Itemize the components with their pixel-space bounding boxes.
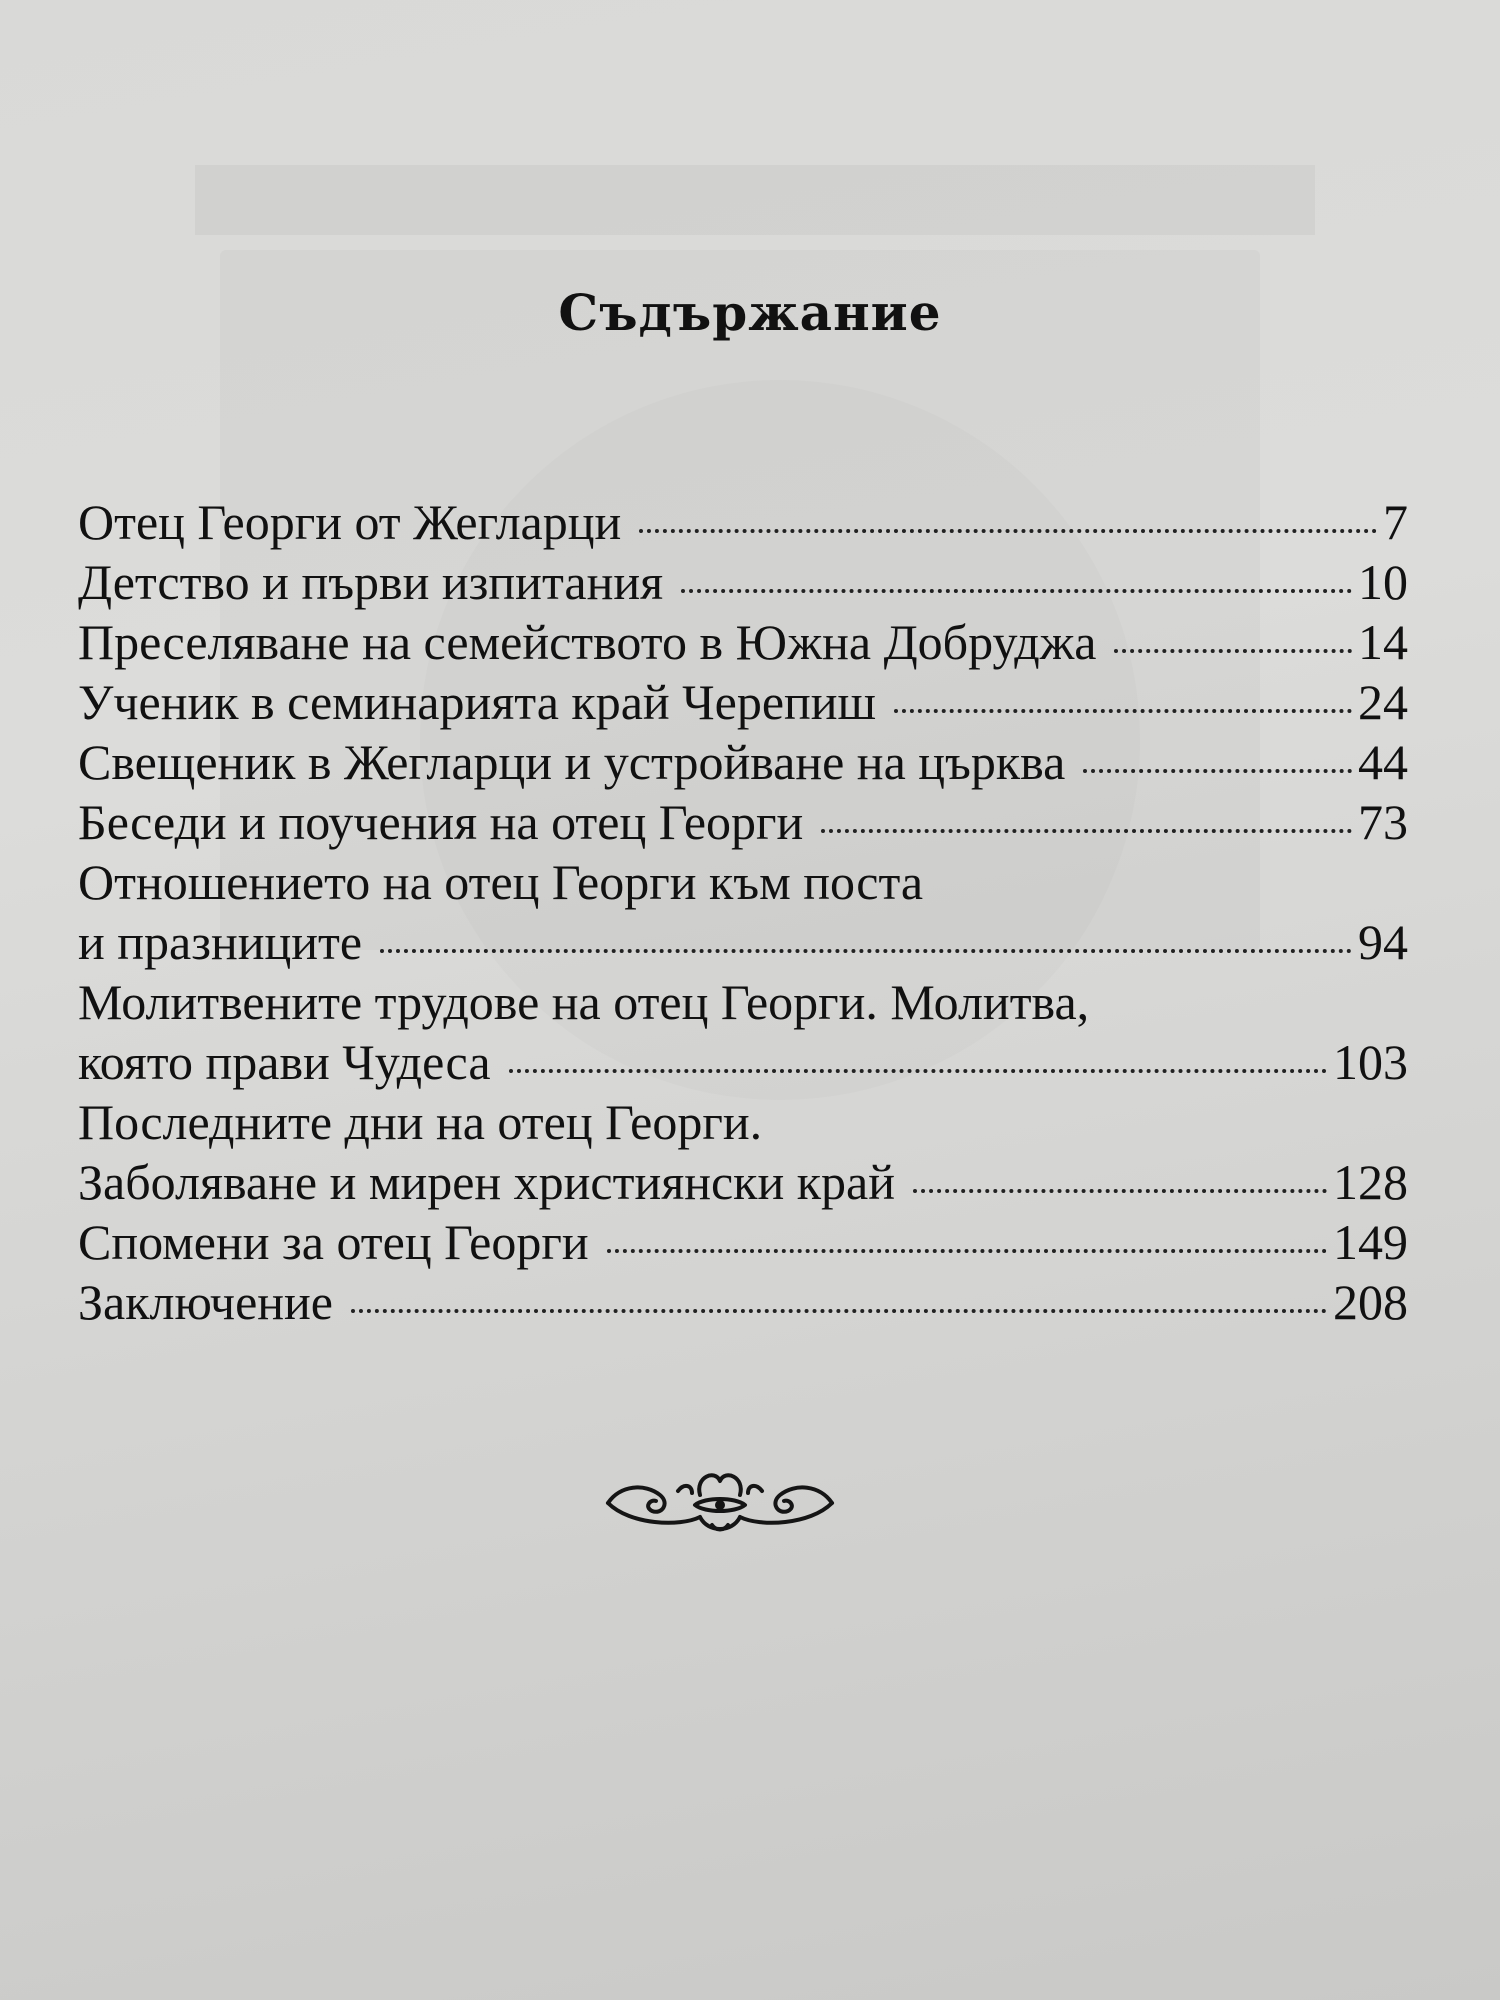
toc-entry bbox=[78, 1272, 1408, 1332]
toc-entry-title: Отец Георги от Жегларци bbox=[78, 494, 622, 550]
toc-entry-page: 128 bbox=[1333, 1154, 1408, 1210]
dot-leader bbox=[1114, 649, 1352, 653]
toc-entry-page: 44 bbox=[1358, 734, 1408, 790]
dot-leader bbox=[1083, 769, 1352, 773]
toc-entry-page: 73 bbox=[1358, 794, 1408, 850]
toc-entry-page: 14 bbox=[1358, 614, 1408, 670]
ornament-flourish-icon bbox=[600, 1455, 840, 1545]
toc-entry bbox=[78, 1032, 1408, 1092]
page-title: Съдържание bbox=[558, 283, 942, 342]
table-of-contents bbox=[78, 492, 1408, 1332]
show-through-band bbox=[195, 165, 1315, 235]
dot-leader bbox=[913, 1189, 1327, 1193]
toc-entry-title: Отношението на отец Георги към поста bbox=[78, 854, 924, 910]
dot-leader bbox=[509, 1069, 1327, 1073]
toc-entry bbox=[78, 732, 1408, 792]
dot-leader bbox=[351, 1309, 1327, 1313]
dot-leader bbox=[380, 949, 1352, 953]
toc-entry-title: Преселяване на семейството в Южна Добруджа bbox=[78, 614, 1097, 670]
toc-entry-first-line bbox=[78, 852, 1408, 912]
toc-entry-page: 149 bbox=[1333, 1214, 1408, 1270]
toc-entry bbox=[78, 612, 1408, 672]
toc-entry bbox=[78, 792, 1408, 852]
dot-leader bbox=[894, 709, 1352, 713]
toc-entry bbox=[78, 912, 1408, 972]
dot-leader bbox=[639, 529, 1377, 533]
toc-entry-page: 103 bbox=[1333, 1034, 1408, 1090]
toc-entry-first-line bbox=[78, 1092, 1408, 1152]
dot-leader bbox=[607, 1249, 1327, 1253]
toc-entry-first-line bbox=[78, 972, 1408, 1032]
toc-entry bbox=[78, 672, 1408, 732]
toc-entry-title-continued: Заболяване и мирен християнски край bbox=[78, 1154, 895, 1210]
toc-entry-title: Свещеник в Жегларци и устройване на църква bbox=[78, 734, 1066, 790]
toc-entry-title-continued: която прави Чудеса bbox=[78, 1034, 491, 1090]
toc-entry-title: Ученик в семинарията край Черепиш bbox=[78, 674, 877, 730]
toc-entry-page: 10 bbox=[1358, 554, 1408, 610]
toc-entry-title: Молитвените трудове на отец Георги. Молитва, bbox=[78, 974, 1090, 1030]
toc-entry-page: 94 bbox=[1358, 914, 1408, 970]
toc-entry-title: Последните дни на отец Георги. bbox=[78, 1094, 763, 1150]
toc-entry-title: Детство и първи изпитания bbox=[78, 554, 664, 610]
dot-leader bbox=[681, 589, 1352, 593]
toc-entry-page: 7 bbox=[1383, 494, 1408, 550]
toc-entry bbox=[78, 492, 1408, 552]
dot-leader bbox=[821, 829, 1352, 833]
toc-entry bbox=[78, 1212, 1408, 1272]
toc-entry bbox=[78, 1152, 1408, 1212]
toc-entry-title: Спомени за отец Георги bbox=[78, 1214, 589, 1270]
toc-entry-page: 24 bbox=[1358, 674, 1408, 730]
toc-entry-title: Беседи и поучения на отец Георги bbox=[78, 794, 804, 850]
toc-entry-title: Заключение bbox=[78, 1274, 333, 1330]
toc-entry-title-continued: и празниците bbox=[78, 914, 363, 970]
toc-entry-page: 208 bbox=[1333, 1274, 1408, 1330]
toc-entry bbox=[78, 552, 1408, 612]
